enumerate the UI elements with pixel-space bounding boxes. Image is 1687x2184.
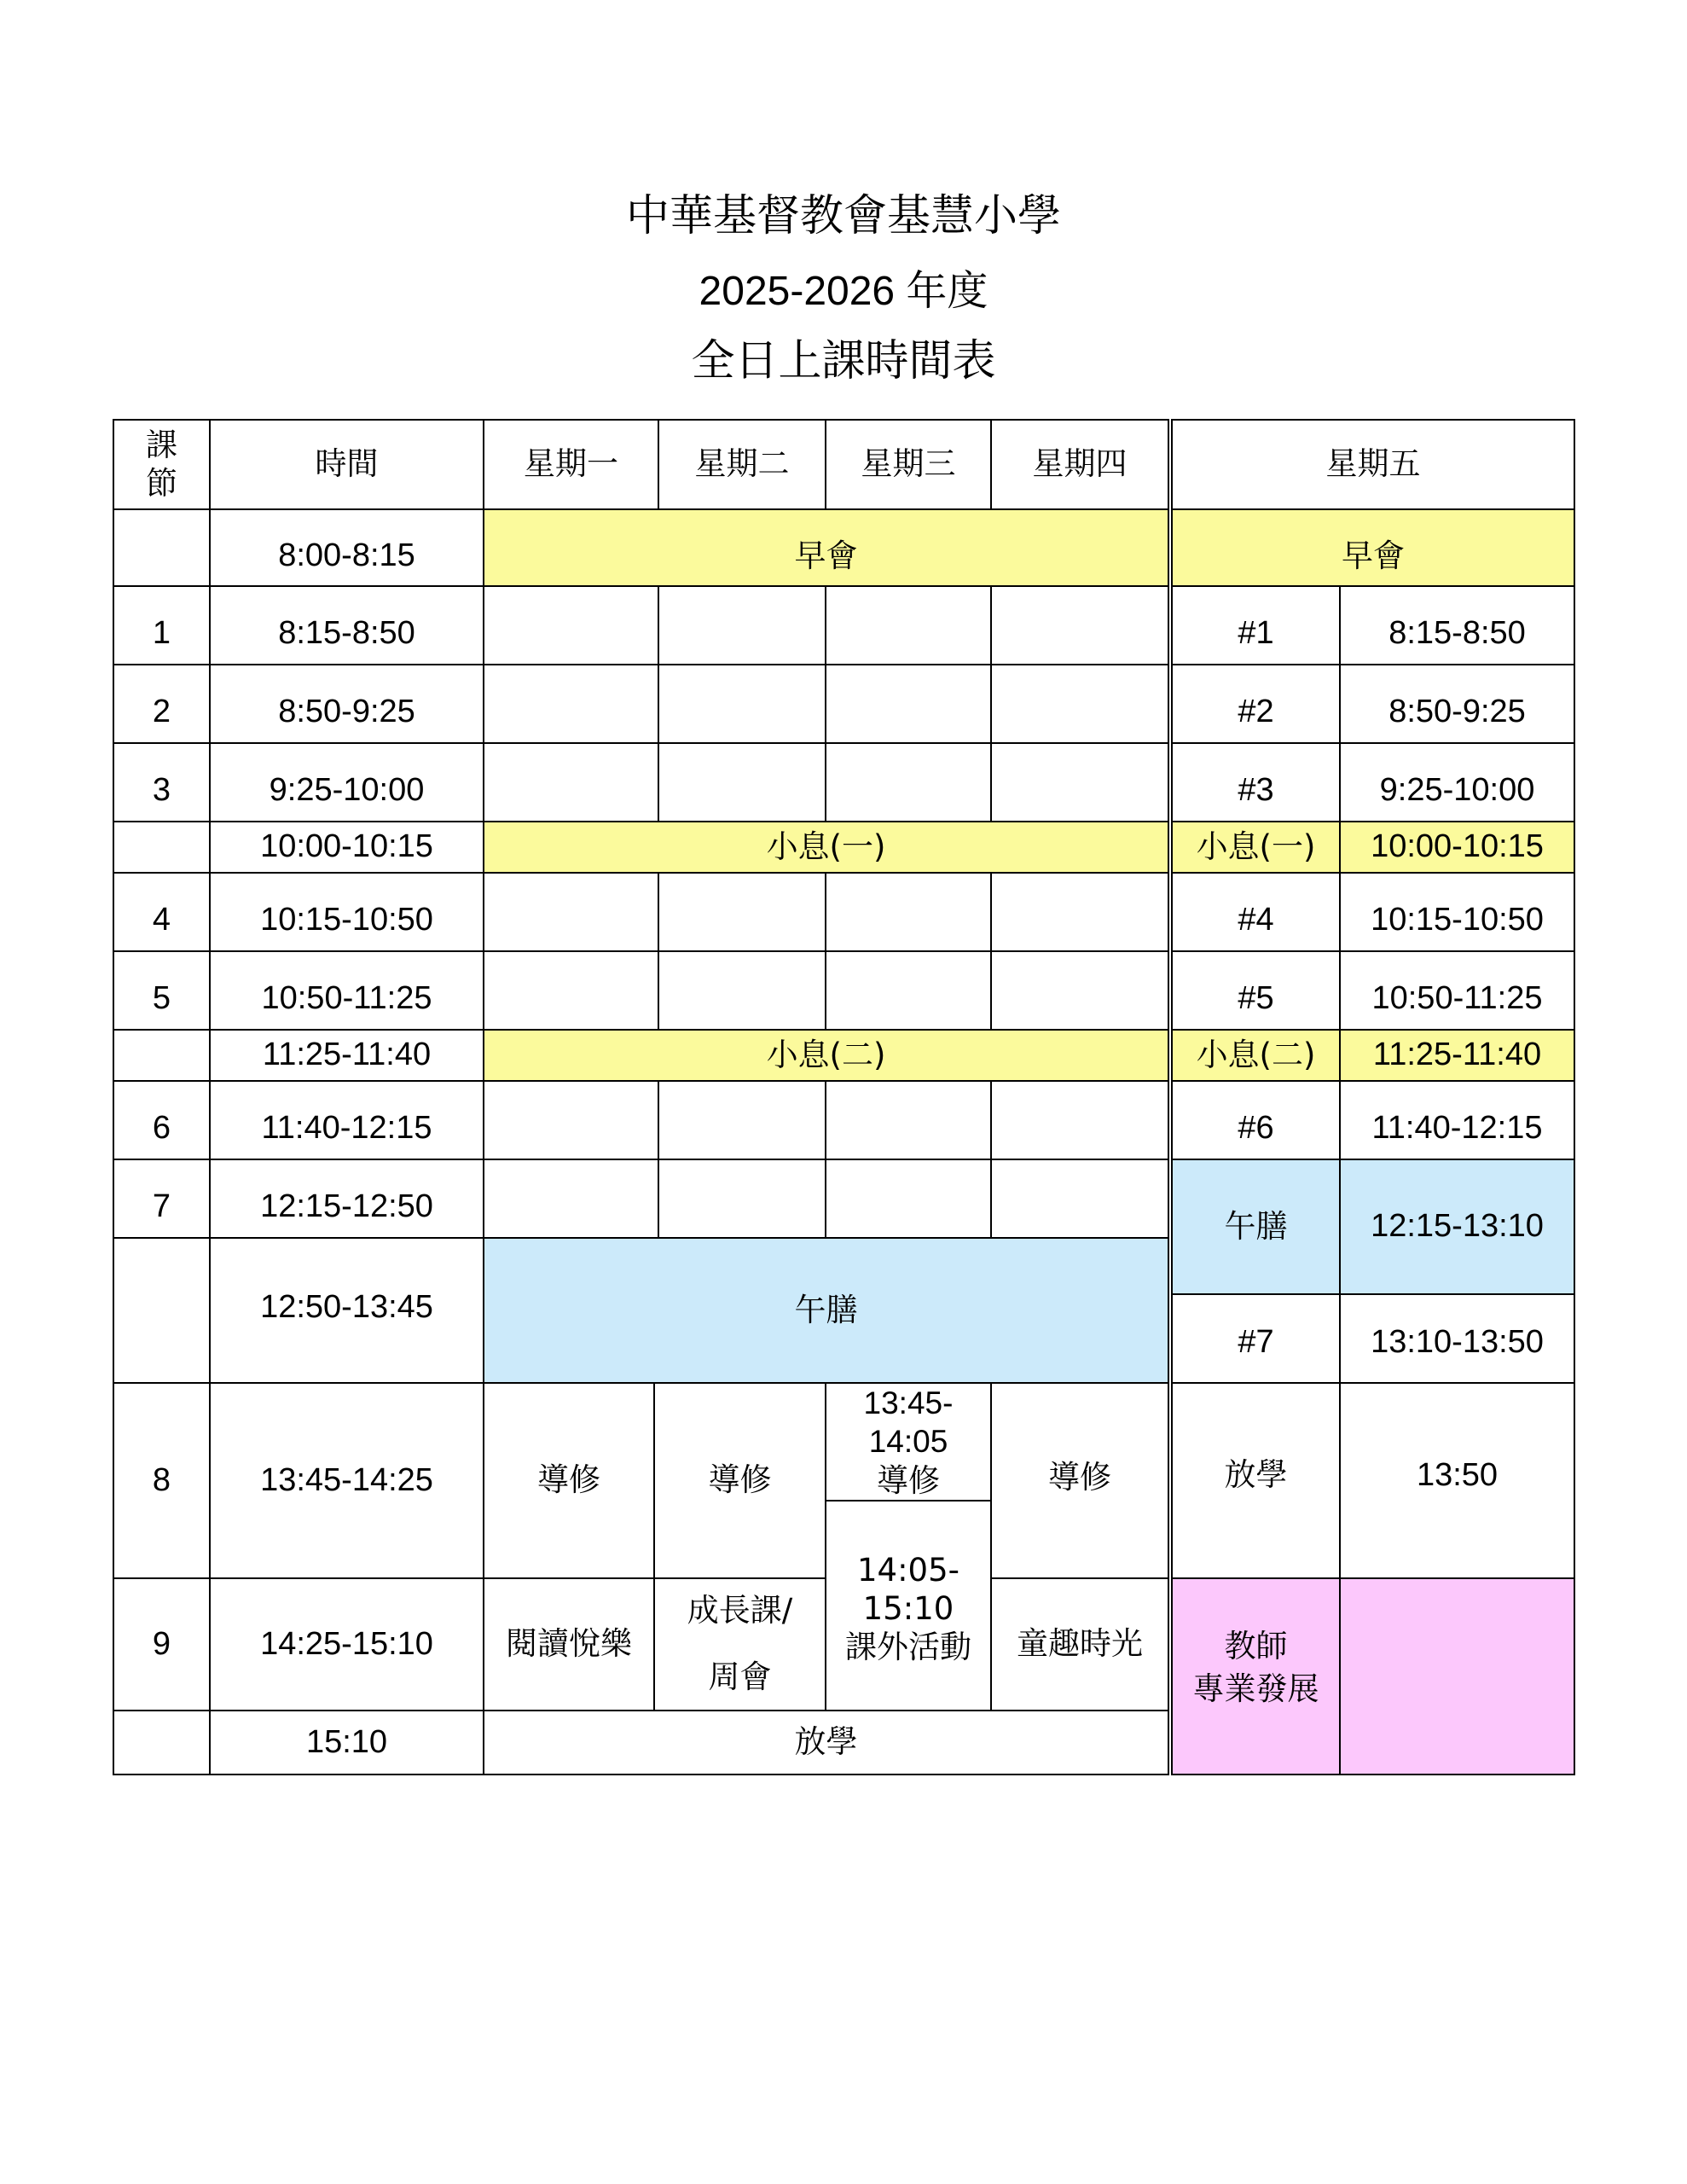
lesson-cell (825, 1080, 992, 1160)
friday-header: 星期五 (1171, 419, 1575, 510)
friday-period-number: #7 (1171, 1293, 1341, 1384)
lesson-cell (658, 585, 826, 665)
friday-time-cell: 9:25-10:00 (1339, 742, 1575, 822)
timetable-title: 全日上課時間表 (691, 336, 996, 386)
time-cell: 11:25-11:40 (209, 1029, 484, 1082)
lesson-cell (483, 872, 659, 952)
friday-dismissal-cell: 放學 (1171, 1382, 1341, 1579)
lesson-cell (658, 742, 826, 822)
time-cell: 10:15-10:50 (209, 872, 484, 952)
period-number: 1 (113, 585, 211, 665)
friday-lunch-cell: 午膳 (1171, 1159, 1341, 1295)
time-cell: 15:10 (209, 1710, 484, 1775)
lesson-cell (990, 872, 1169, 952)
time-cell: 8:15-8:50 (209, 585, 484, 665)
period-cell (113, 1237, 211, 1384)
friday-recess-time: 11:25-11:40 (1339, 1029, 1575, 1082)
column-separator (1168, 419, 1173, 1773)
friday-period-number: #4 (1171, 872, 1341, 952)
friday-period-number: #6 (1171, 1080, 1341, 1160)
period-number: 5 (113, 950, 211, 1031)
recess-cell: 小息(二) (483, 1029, 1169, 1082)
lesson-cell (990, 950, 1169, 1031)
time-cell: 8:50-9:25 (209, 664, 484, 744)
time-cell: 12:15-12:50 (209, 1159, 484, 1239)
friday-period-number: #2 (1171, 664, 1341, 744)
recess-cell: 小息(一) (483, 821, 1169, 874)
period-cell (113, 821, 211, 874)
period-number: 3 (113, 742, 211, 822)
lesson-cell (658, 950, 826, 1031)
tuesday-header: 星期二 (658, 419, 826, 510)
monday-tutorial-cell: 導修 (483, 1382, 655, 1579)
period-number: 9 (113, 1577, 211, 1711)
lunch-cell: 午膳 (483, 1237, 1169, 1384)
lesson-cell (483, 1159, 659, 1239)
thursday-header: 星期四 (990, 419, 1169, 510)
friday-period-number: #1 (1171, 585, 1341, 665)
lesson-cell (825, 585, 992, 665)
friday-teacher-development-cell: 教師 專業發展 (1171, 1577, 1341, 1775)
time-cell: 13:45-14:25 (209, 1382, 484, 1579)
lesson-cell (825, 950, 992, 1031)
lesson-cell (825, 664, 992, 744)
time-cell: 9:25-10:00 (209, 742, 484, 822)
period-cell (113, 508, 211, 587)
school-name: 中華基督教會基慧小學 (625, 191, 1061, 241)
lesson-cell (990, 742, 1169, 822)
wednesday-tutorial-cell: 13:45- 14:05 導修 (825, 1382, 992, 1502)
period-header: 課 節 (113, 419, 211, 510)
period-number: 6 (113, 1080, 211, 1160)
period-number: 7 (113, 1159, 211, 1239)
lesson-cell (990, 1159, 1169, 1239)
period-number: 8 (113, 1382, 211, 1579)
lesson-cell (658, 872, 826, 952)
period-cell (113, 1710, 211, 1775)
friday-assembly-cell: 早會 (1171, 508, 1575, 587)
lesson-cell (483, 664, 659, 744)
tuesday-tutorial-cell: 導修 (653, 1382, 826, 1579)
lesson-cell (990, 664, 1169, 744)
friday-dismissal-time: 13:50 (1339, 1382, 1575, 1579)
friday-recess-cell: 小息(一) (1171, 821, 1341, 874)
lesson-cell (658, 1159, 826, 1239)
lesson-cell (658, 664, 826, 744)
assembly-cell: 早會 (483, 508, 1169, 587)
lesson-cell (990, 1080, 1169, 1160)
lesson-cell (483, 585, 659, 665)
friday-time-cell: 10:50-11:25 (1339, 950, 1575, 1031)
friday-recess-cell: 小息(二) (1171, 1029, 1341, 1082)
lesson-cell (825, 1159, 992, 1239)
friday-lunch-time: 12:15-13:10 (1339, 1159, 1575, 1295)
friday-empty-cell (1339, 1577, 1575, 1775)
time-cell: 12:50-13:45 (209, 1237, 484, 1384)
time-header: 時間 (209, 419, 484, 510)
tuesday-growth-cell: 成長課/ 周會 (653, 1577, 826, 1711)
friday-period-number: #3 (1171, 742, 1341, 822)
friday-time-cell: 11:40-12:15 (1339, 1080, 1575, 1160)
time-cell: 8:00-8:15 (209, 508, 484, 587)
friday-time-cell: 8:50-9:25 (1339, 664, 1575, 744)
lesson-cell (483, 742, 659, 822)
friday-recess-time: 10:00-10:15 (1339, 821, 1575, 874)
wednesday-header: 星期三 (825, 419, 992, 510)
thursday-fun-cell: 童趣時光 (990, 1577, 1169, 1711)
school-year: 2025-2026 年度 (699, 269, 988, 314)
lesson-cell (483, 950, 659, 1031)
lesson-cell (483, 1080, 659, 1160)
period-cell (113, 1029, 211, 1082)
friday-time-cell: 10:15-10:50 (1339, 872, 1575, 952)
lesson-cell (825, 742, 992, 822)
monday-header: 星期一 (483, 419, 659, 510)
lesson-cell (825, 872, 992, 952)
dismissal-cell: 放學 (483, 1710, 1169, 1775)
lesson-cell (990, 585, 1169, 665)
time-cell: 10:50-11:25 (209, 950, 484, 1031)
thursday-tutorial-cell: 導修 (990, 1382, 1169, 1579)
wednesday-activity-cell: 14:05- 15:10 課外活動 (825, 1500, 992, 1711)
friday-period-number: #5 (1171, 950, 1341, 1031)
friday-time-cell: 13:10-13:50 (1339, 1293, 1575, 1384)
period-number: 4 (113, 872, 211, 952)
time-cell: 11:40-12:15 (209, 1080, 484, 1160)
monday-reading-cell: 閱讀悅樂 (483, 1577, 655, 1711)
time-cell: 14:25-15:10 (209, 1577, 484, 1711)
friday-time-cell: 8:15-8:50 (1339, 585, 1575, 665)
lesson-cell (658, 1080, 826, 1160)
period-number: 2 (113, 664, 211, 744)
time-cell: 10:00-10:15 (209, 821, 484, 874)
